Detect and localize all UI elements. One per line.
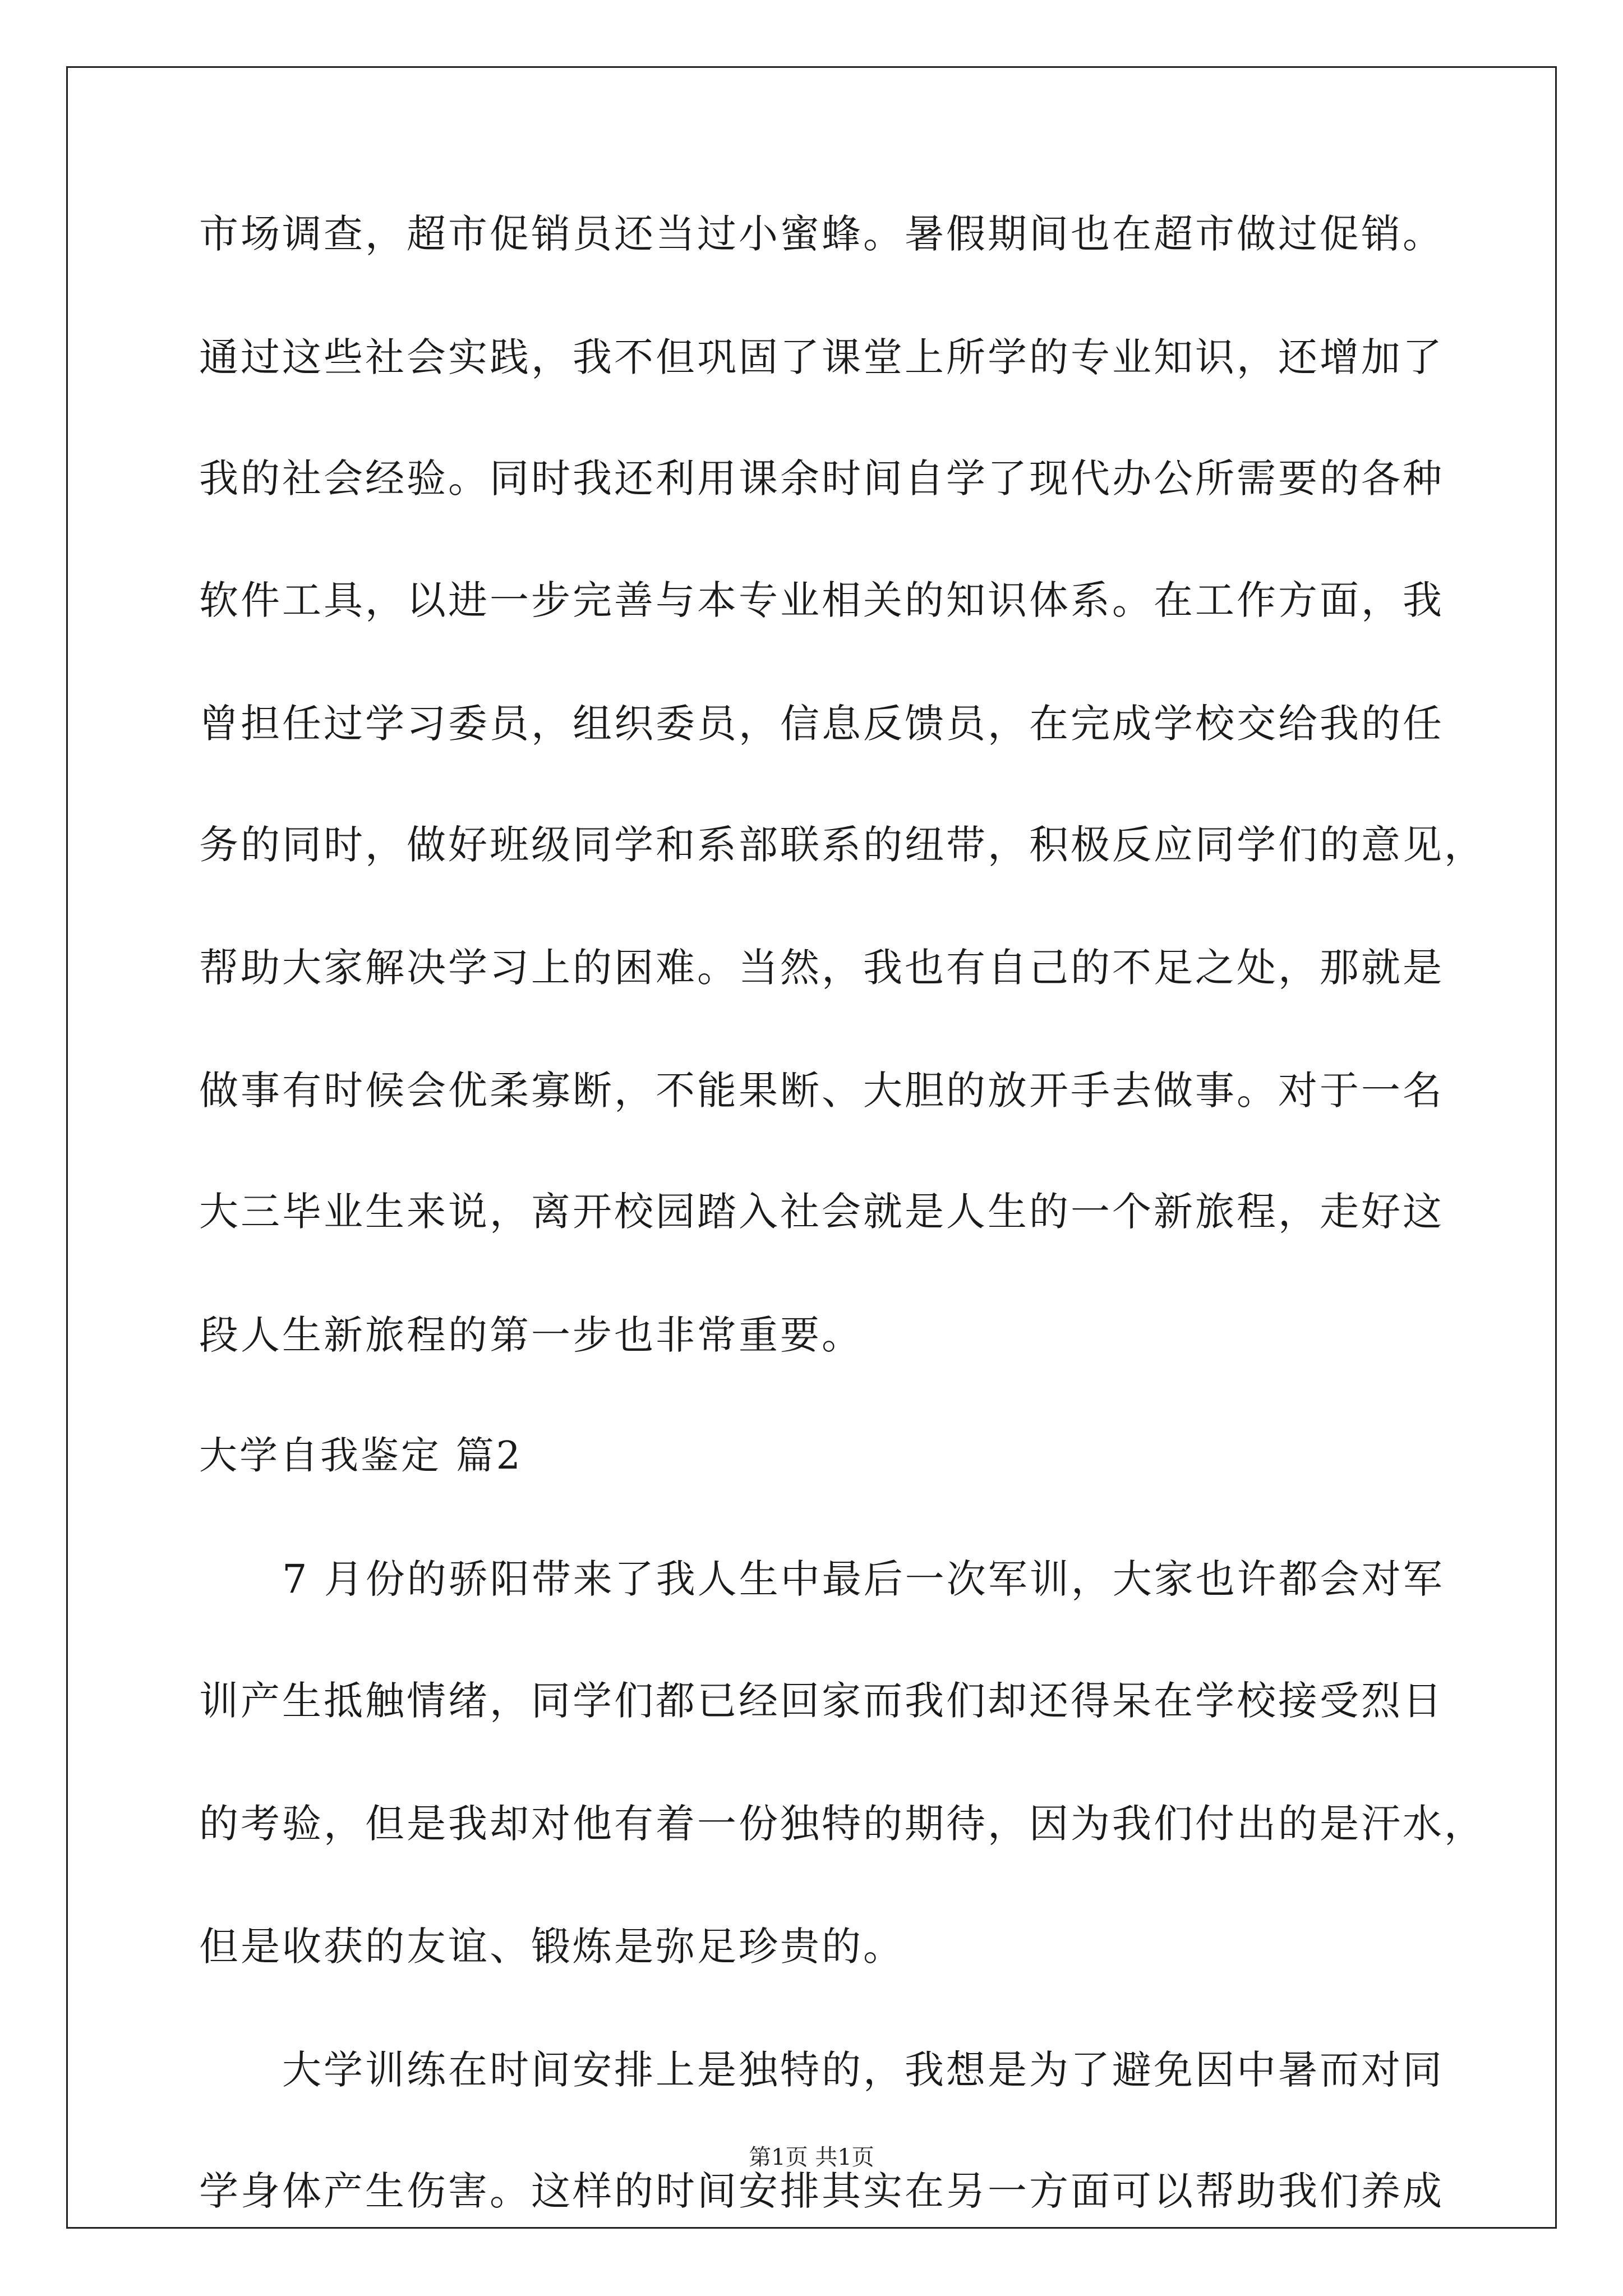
body-line: 做事有时候会优柔寡断，不能果断、大胆的放开手去做事。对于一名 xyxy=(199,1068,1444,1114)
body-line: 训产生抵触情绪，同学们都已经回家而我们却还得呆在学校接受烈日 xyxy=(199,1678,1444,1724)
page-footer: 第1页 共1页 xyxy=(749,2145,874,2170)
body-line: 大学训练在时间安排上是独特的，我想是为了避免因中暑而对同 xyxy=(282,2047,1444,2093)
body-line: 曾担任过学习委员，组织委员，信息反馈员，在完成学校交给我的任 xyxy=(199,701,1444,747)
body-line: 学身体产生伤害。这样的时间安排其实在另一方面可以帮助我们养成 xyxy=(199,2168,1444,2214)
body-line: 但是收获的友谊、锻炼是弥足珍贵的。 xyxy=(199,1924,905,1970)
body-line: 的考验，但是我却对他有着一份独特的期待，因为我们付出的是汗水， xyxy=(199,1801,1486,1847)
body-line: 市场调查，超市促销员还当过小蜜蜂。暑假期间也在超市做过促销。 xyxy=(199,211,1444,257)
body-line: 大三毕业生来说，离开校园踏入社会就是人生的一个新旅程，走好这 xyxy=(199,1189,1444,1235)
page-border xyxy=(66,66,1557,2229)
body-line: 帮助大家解决学习上的困难。当然，我也有自己的不足之处，那就是 xyxy=(199,945,1444,991)
body-line: 软件工具，以进一步完善与本专业相关的知识体系。在工作方面，我 xyxy=(199,577,1444,623)
body-line: 通过这些社会实践，我不但巩固了课堂上所学的专业知识，还增加了 xyxy=(199,334,1444,380)
body-line: 7 月份的骄阳带来了我人生中最后一次军训，大家也许都会对军 xyxy=(282,1556,1445,1602)
body-line: 段人生新旅程的第一步也非常重要。 xyxy=(199,1312,863,1358)
body-line: 务的同时，做好班级同学和系部联系的纽带，积极反应同学们的意见， xyxy=(199,822,1486,868)
body-line: 我的社会经验。同时我还利用课余时间自学了现代办公所需要的各种 xyxy=(199,455,1444,501)
section-heading: 大学自我鉴定 篇2 xyxy=(199,1434,523,1478)
